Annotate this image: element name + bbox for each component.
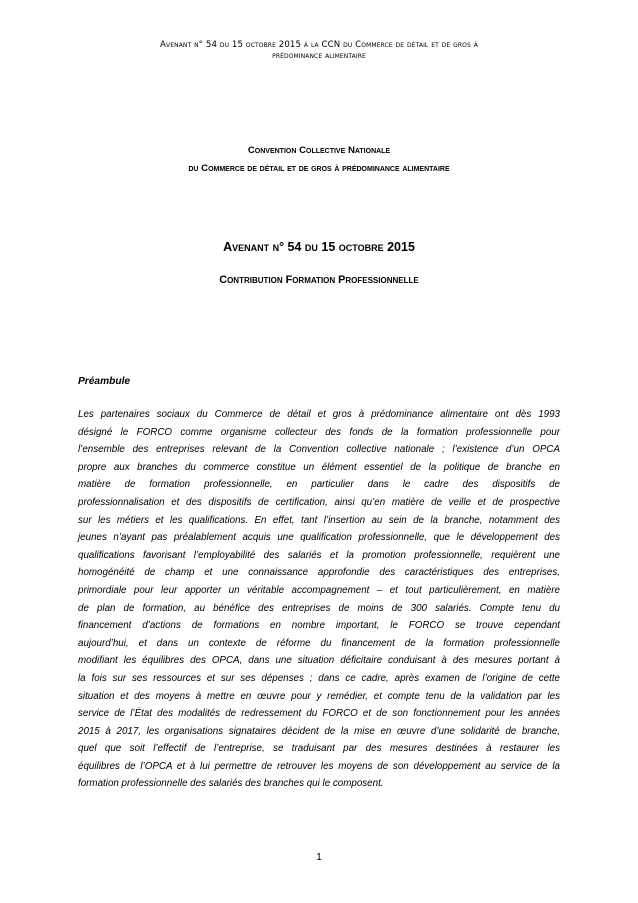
preamble-line: désigné le FORCO comme organisme collecteur des fonds de la formation professionnelle pour (78, 426, 560, 438)
preamble-line: sur les métiers et les qualifications. En effet, tant l’insertion au sein de la branche, notamment des (78, 514, 560, 526)
preamble-line: la fois sur ses ressources et sur ses dépenses ; dans ce cadre, après examen de l’origine de cette (78, 672, 560, 684)
preamble-line: quel que soit l’effectif de l’entreprise, se traduisant par des mesures destinées à restaurer les (78, 743, 560, 755)
preamble-line: formation professionnelle des salariés des branches qui le composent. (78, 778, 384, 790)
preamble-line: service de l’État des modalités de redressement du FORCO et de son fonctionnement pour les années (78, 708, 560, 720)
convention-title-line-1: Convention Collective Nationale (247, 145, 391, 156)
preamble-line: aujourd’hui, et dans un contexte de réforme du financement de la formation professionnelle (78, 637, 560, 649)
preamble-line: équilibres de l’OPCA et à lui permettre de retrouver les moyens de son développement au service de la (78, 760, 560, 772)
preamble-line: propre aux branches du commerce constitue un élément essentiel de la politique de branche en (78, 461, 560, 473)
preamble-line: 2015 à 2017, les organisations signataires décident de la mise en œuvre d’une solidarité de branche, (78, 725, 560, 737)
preamble-line: jeunes n’ayant pas préalablement acquis une qualification professionnelle, que le développement des (78, 532, 560, 544)
preamble-line: professionnalisation et des dispositifs de certification, ainsi qu’en matière de veille et de prospective (78, 496, 560, 508)
preamble-line: l’ensemble des entreprises relevant de la Convention collective nationale ; l’existence d’un OPCA (78, 444, 560, 456)
running-header-line-2: prédominance alimentaire (272, 51, 366, 61)
preamble-line: de plan de formation, au bénéfice des entreprises de moins de 300 salariés. Compte tenu du (78, 602, 560, 614)
preamble-heading: Préambule (78, 376, 131, 387)
page-number: 1 (316, 852, 322, 863)
convention-title (78, 145, 560, 175)
preamble-line: homogénéité de champ et une connaissance approfondie des caractéristiques des entreprises, (78, 567, 560, 579)
preamble-line: Les partenaires sociaux du Commerce de détail et gros à prédominance alimentaire ont dès 1993 (78, 409, 560, 420)
running-header (78, 40, 560, 62)
running-header-line-1: Avenant n° 54 du 15 octobre 2015 à la CCN du Commerce de détail et de gros à (160, 40, 478, 50)
preamble-line: primordiale pour leur apporter un véritable accompagnement – et tout particulièrement, en matière (78, 584, 560, 596)
preamble-line: financement d’actions de formations en nombre important, le FORCO se trouve cependant (78, 620, 560, 632)
convention-title-line-2: du Commerce de détail et de gros à prédominance alimentaire (188, 163, 450, 174)
preamble-line: modifiant les équilibres des OPCA, dans une situation déficitaire conduisant à des mesures portant à (78, 655, 560, 667)
avenant-title: Avenant n° 54 du 15 octobre 2015 (223, 240, 415, 254)
preamble-body (78, 406, 560, 793)
preamble-line: qualifications favorisant l’employabilité des salariés et la promotion professionnelle, requièrent une (78, 549, 560, 561)
preamble-line: matière de formation professionnelle, en particulier dans le cadre des dispositifs de (78, 479, 560, 491)
preamble-line: situation et des moyens à mettre en œuvre pour y remédier, et compte tenu de la validation par les (78, 690, 560, 702)
avenant-subject: Contribution Formation Professionnelle (219, 274, 419, 286)
